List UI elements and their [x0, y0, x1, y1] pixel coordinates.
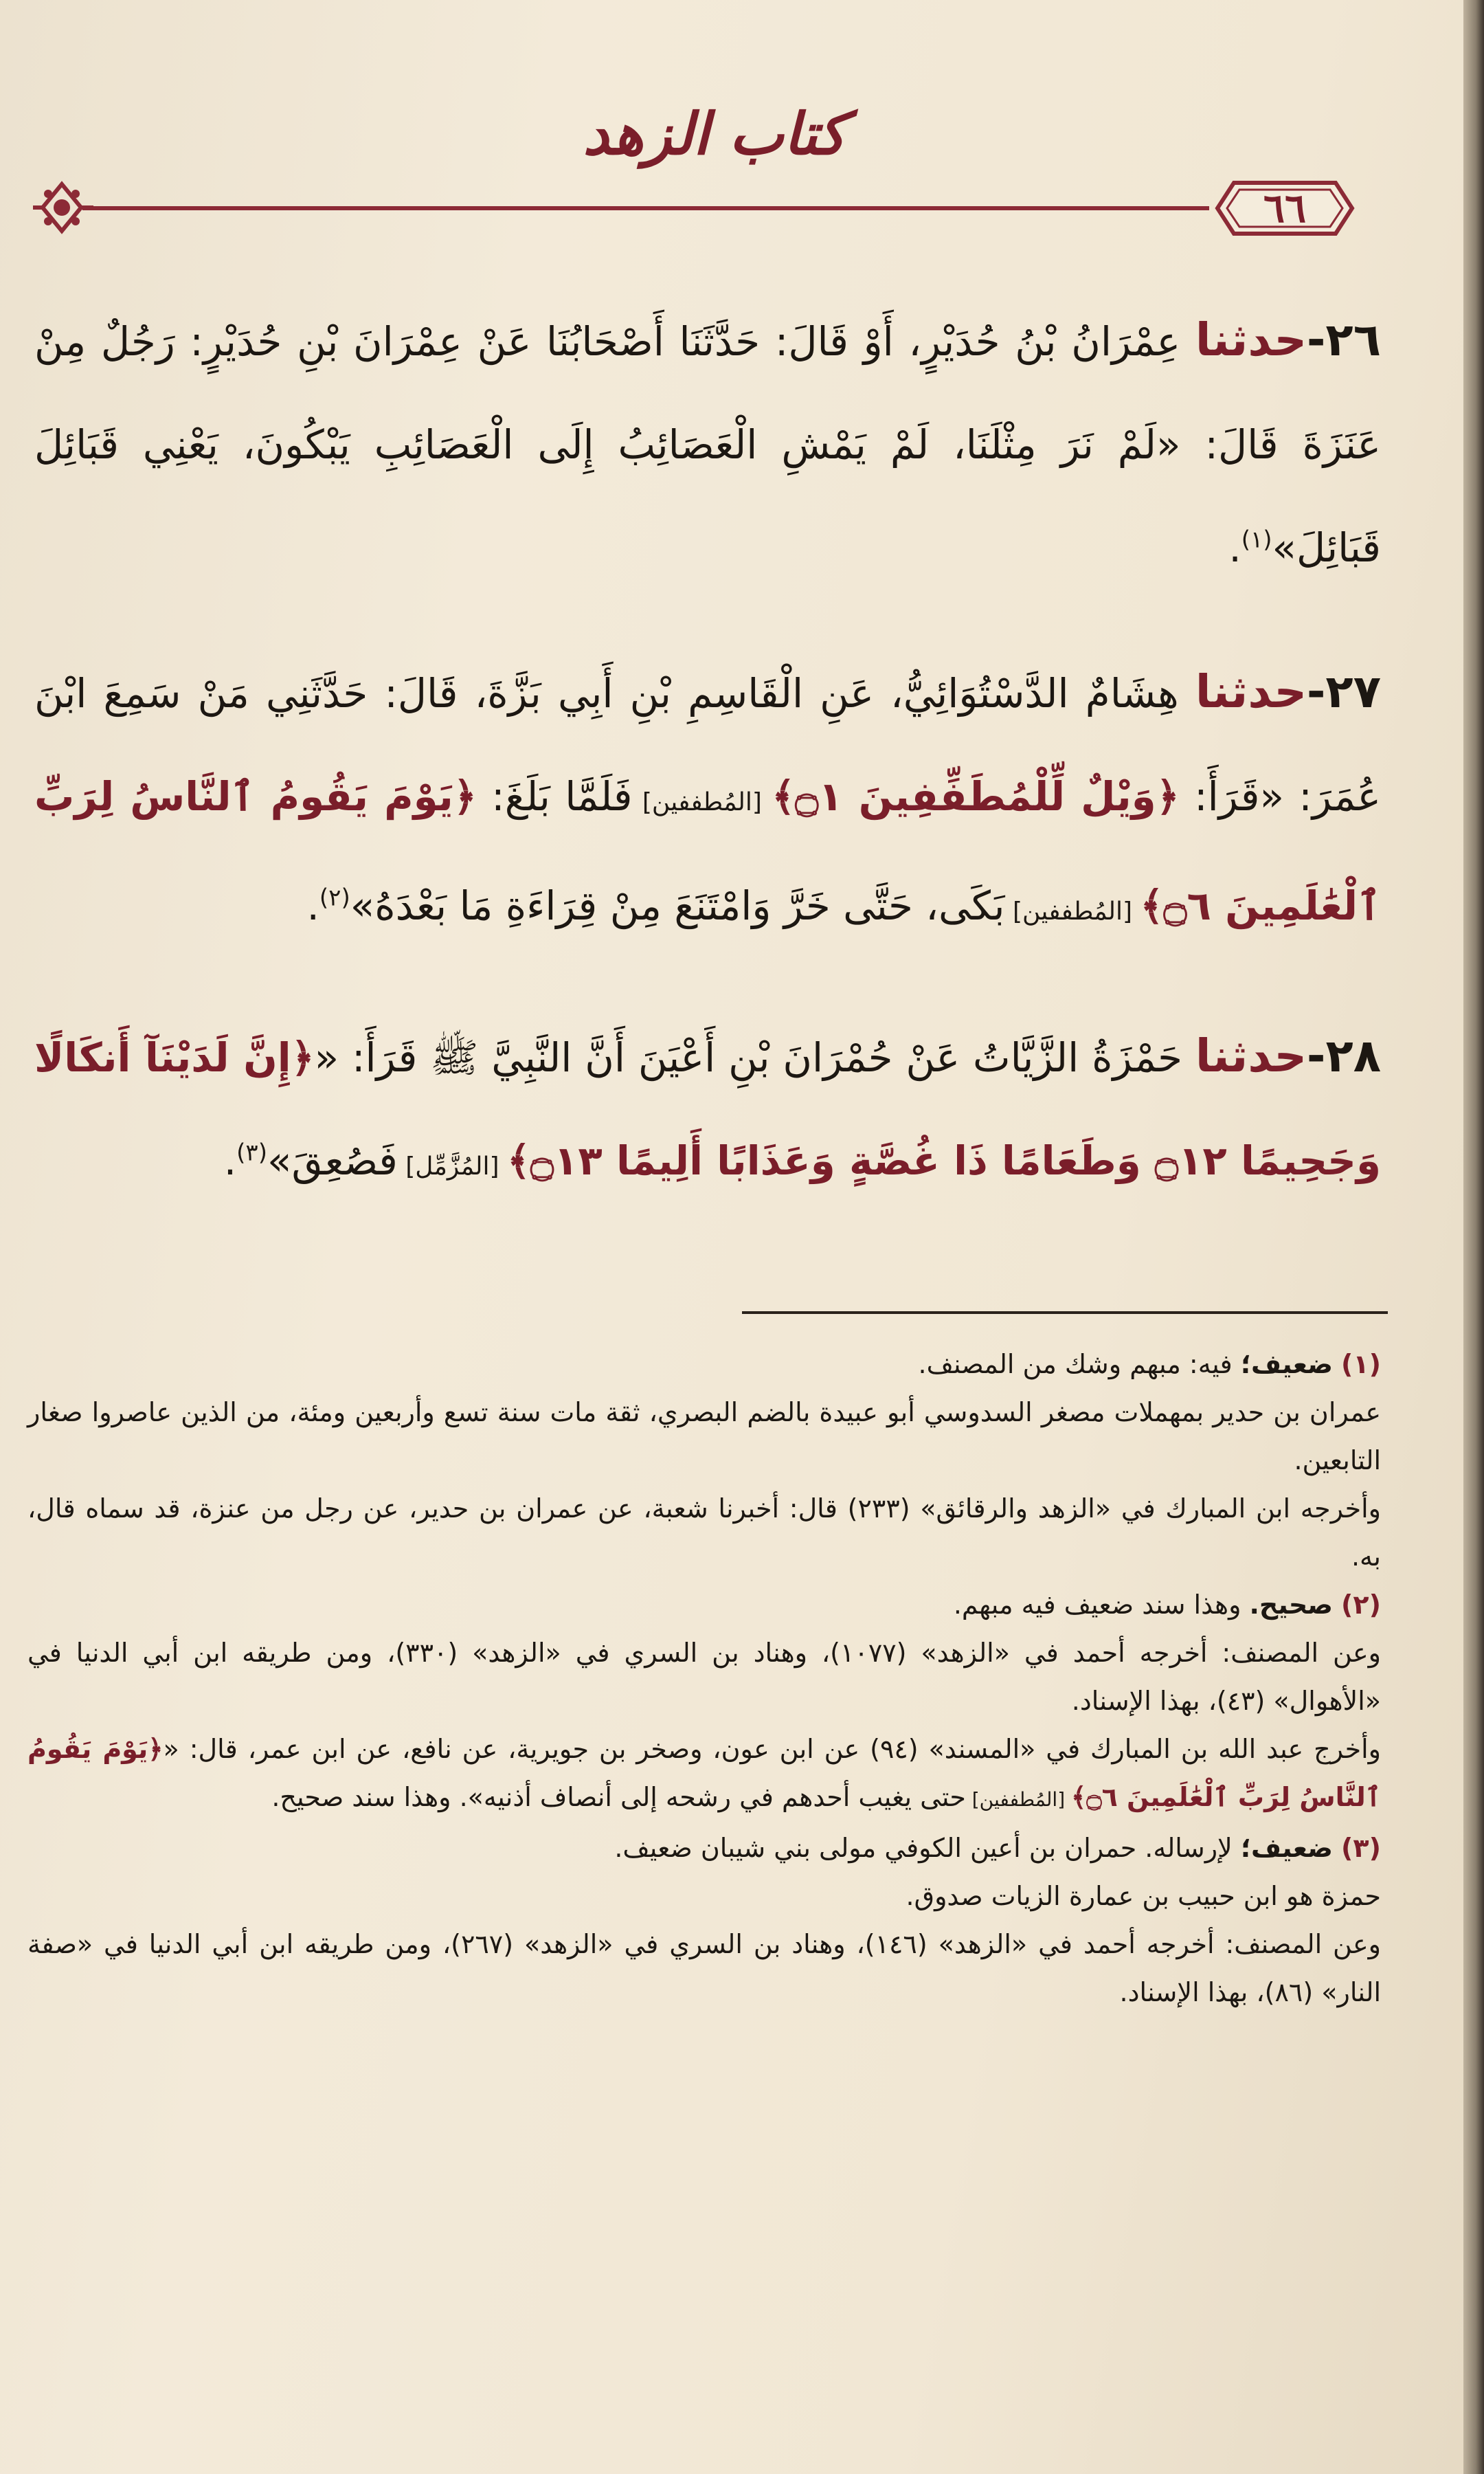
footnote-ref: (٣)	[236, 1139, 267, 1167]
footnote-text: حمزة هو ابن حبيب بن عمارة الزيات صدوق.	[906, 1881, 1381, 1911]
footnote-marker: (١)	[1341, 1349, 1381, 1379]
footnote-marker: (٣)	[1341, 1833, 1381, 1863]
footnote-line	[27, 1581, 1381, 1629]
footnotes	[27, 1340, 1381, 2016]
quran-verse: ﴿يَوْمَ يَقُومُ ٱلنَّاسُ لِرَبِّ ٱلْعَٰلَمِينَ ۝٦﴾	[27, 1734, 1381, 1812]
footnote-text: وأخرجه ابن المبارك في «الزهد والرقائق» (٢٣٣) قال: أخبرنا شعبة، عن عمران بن حدير، عن رجل من عنزة، قد سماه قال، به.	[27, 1493, 1382, 1572]
footnote-text: وعن المصنف: أخرجه أحمد في «الزهد» (١٠٧٧)، وهناد بن السري في «الزهد» (٣٣٠)، ومن طريقه ابن أبي الدنيا في «الأهوال» (٤٣)، بهذا الإسناد.	[27, 1638, 1381, 1716]
footnote-text: حتى يغيب أحدهم في رشحه إلى أنصاف أذنيه». وهذا سند صحيح.	[271, 1782, 966, 1812]
footnote-2	[27, 1581, 1381, 1824]
hadith-text: هِشَامٌ الدَّسْتُوَائِيُّ، عَنِ الْقَاسِمِ بْنِ أَبِي بَزَّةَ، قَالَ: حَدَّثَنِي مَنْ سَمِعَ ابْنَ عُمَرَ: «قَرَأَ:	[34, 670, 1381, 820]
quran-verse: ﴿يَوْمَ يَقُومُ ٱلنَّاسُ لِرَبِّ ٱلْعَٰلَمِينَ ۝٦﴾	[34, 773, 1381, 929]
quran-verse: ﴿إِنَّ لَدَيْنَآ أَنكَالًا وَجَحِيمًا ۝١٢ وَطَعَامًا ذَا غُصَّةٍ وَعَذَابًا أَلِيمًا ۝١٣﴾	[34, 1034, 1381, 1184]
hadith-27	[34, 640, 1381, 963]
footnote-3	[27, 1824, 1381, 2016]
footnote-marker: (٢)	[1341, 1590, 1381, 1620]
footnote-text: وهذا سند ضعيف فيه مبهم.	[953, 1590, 1250, 1620]
footnote-text: وأخرج عبد الله بن المبارك في «المسند» (٩٤) عن ابن عون، وصخر بن جويرية، عن نافع، عن ابن عمر، قال: «	[163, 1734, 1381, 1764]
hadith-text: فَصُعِقَ»	[267, 1137, 398, 1184]
hadith-heading: حدثنا	[1195, 313, 1307, 366]
footnote-grade: صحيح.	[1249, 1590, 1333, 1620]
hadith-end: .	[223, 1137, 237, 1184]
hadith-text: عِمْرَانُ بْنُ حُدَيْرٍ، أَوْ قَالَ: حَدَّثَنَا أَصْحَابُنَا عَنْ عِمْرَانَ بْنِ حُدَيْرٍ: رَجُلٌ مِنْ عَنَزَةَ قَالَ: «لَمْ نَرَ مِثْلَنَا، لَمْ يَمْشِ الْعَصَائِبُ إِلَى الْعَصَائِبِ يَبْكُونَ، يَعْنِي قَبَائِلَ قَبَائِلَ»	[34, 318, 1381, 571]
footnote-text: فيه: مبهم وشك من المصنف.	[918, 1349, 1241, 1379]
page-number: ٦٦	[1263, 185, 1307, 232]
sura-reference: [المُطففين]	[965, 1788, 1072, 1811]
quran-verse: ﴿وَيْلٌ لِّلْمُطَفِّفِينَ ۝١﴾	[772, 773, 1180, 820]
hadith-28	[34, 1005, 1381, 1218]
footnote-separator	[742, 1311, 1388, 1314]
sura-reference: [المُطففين]	[1004, 898, 1140, 926]
footnote-ref: (١)	[1241, 526, 1272, 554]
footnote-text: عمران بن حدير بمهملات مصغر السدوسي أبو عبيدة بالضم البصري، ثقة مات سنة تسع وأربعين ومئة، من الذين عاصروا صغار التابعين.	[27, 1397, 1381, 1475]
footnote-line	[27, 1824, 1381, 1872]
hadith-heading: حدثنا	[1195, 665, 1307, 718]
header-rule	[82, 206, 1209, 210]
main-text	[34, 289, 1381, 1260]
footnote-1	[27, 1340, 1381, 1581]
hadith-number: ٢٨-	[1307, 1029, 1382, 1082]
footnote-grade: ضعيف؛	[1240, 1349, 1333, 1379]
hadith-heading: حدثنا	[1195, 1029, 1307, 1082]
sura-reference: [المُطففين]	[632, 788, 772, 816]
footnote-grade: ضعيف؛	[1240, 1833, 1333, 1863]
page-edge	[1463, 0, 1484, 2474]
footnote-text: لإرساله. حمران بن أعين الكوفي مولى بني شيبان ضعيف.	[614, 1833, 1241, 1863]
hadith-end: .	[306, 882, 319, 929]
hadith-26	[34, 289, 1381, 599]
footnote-text: وعن المصنف: أخرجه أحمد في «الزهد» (١٤٦)، وهناد بن السري في «الزهد» (٢٦٧)، ومن طريقه ابن أبي الدنيا في «صفة النار» (٨٦)، بهذا الإسناد.	[27, 1929, 1381, 2007]
footnote-line	[27, 1340, 1381, 1388]
sura-reference: [المُزَّمِّل]	[397, 1152, 507, 1181]
book-title: كتاب الزهد	[583, 100, 846, 168]
footnote-line	[27, 1725, 1381, 1824]
footnote-ref: (٢)	[319, 884, 350, 912]
hadith-number: ٢٦-	[1307, 313, 1381, 366]
hadith-number: ٢٧-	[1307, 665, 1381, 718]
hadith-text: فَلَمَّا بَلَغَ:	[476, 773, 633, 820]
hadith-text: حَمْزَةُ الزَّيَّاتُ عَنْ حُمْرَانَ بْنِ أَعْيَنَ أَنَّ النَّبِيَّ ﷺ قَرَأَ: «	[314, 1034, 1195, 1081]
hadith-text: بَكَى، حَتَّى خَرَّ وَامْتَنَعَ مِنْ قِرَاءَةِ مَا بَعْدَهُ»	[350, 882, 1005, 929]
hadith-end: .	[1228, 524, 1241, 571]
